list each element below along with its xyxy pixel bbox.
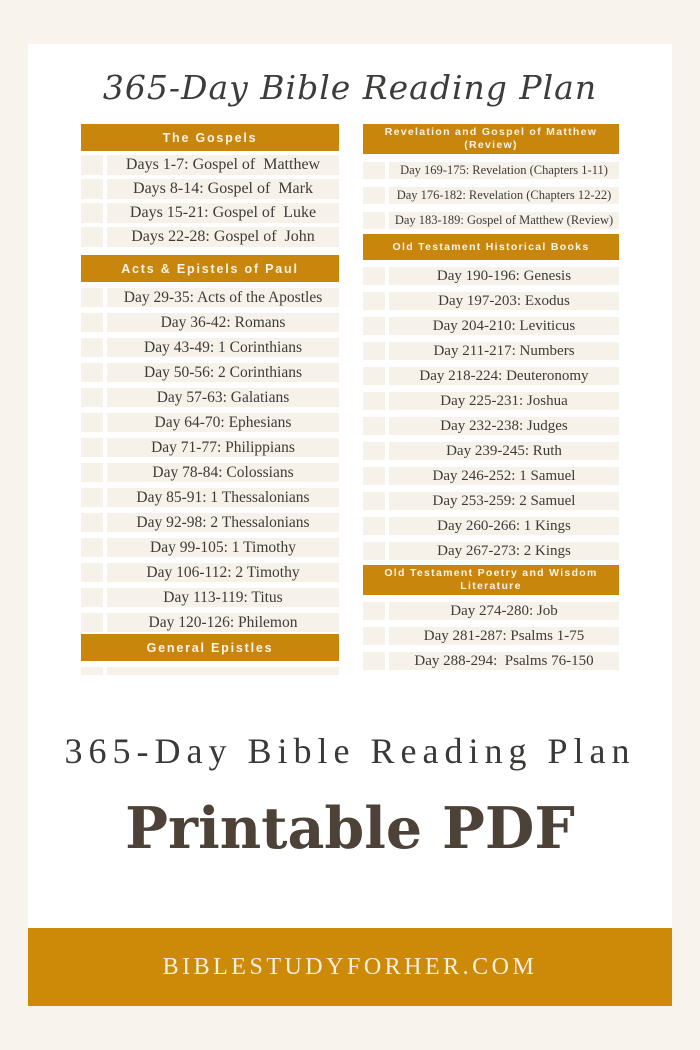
row-bar bbox=[107, 155, 339, 175]
list-item bbox=[363, 492, 619, 510]
row-bar bbox=[389, 627, 619, 645]
reading-label: Day 106-112: 2 Timothy bbox=[146, 563, 300, 581]
reading-label: Day 50-56: 2 Corinthians bbox=[144, 363, 302, 381]
list-item bbox=[363, 542, 619, 560]
row-bar bbox=[107, 288, 339, 307]
row-bar bbox=[107, 667, 339, 675]
bottom-title: 365-Day Bible Reading Plan bbox=[64, 731, 636, 771]
reading-label: Day 267-273: 2 Kings bbox=[437, 542, 571, 559]
reading-label: Day 232-238: Judges bbox=[440, 417, 568, 434]
row-bar bbox=[107, 413, 339, 432]
plan-section bbox=[363, 565, 619, 670]
reading-label: Day 225-231: Joshua bbox=[440, 392, 568, 409]
list-item bbox=[363, 627, 619, 645]
pdf-title: Printable PDF bbox=[125, 795, 575, 862]
checkbox[interactable] bbox=[81, 413, 103, 432]
list-item bbox=[81, 288, 339, 307]
checkbox[interactable] bbox=[363, 517, 385, 535]
list-item bbox=[81, 179, 339, 199]
plan-card bbox=[28, 44, 672, 928]
reading-label: Day 43-49: 1 Corinthians bbox=[144, 338, 302, 356]
reading-label: Days 8-14: Gospel of Mark bbox=[133, 180, 313, 197]
row-bar bbox=[389, 212, 619, 229]
reading-label: Day 211-217: Numbers bbox=[433, 342, 575, 359]
row-bar bbox=[107, 388, 339, 407]
list-item bbox=[81, 463, 339, 482]
section-header: General Epistles bbox=[81, 634, 339, 661]
checkbox[interactable] bbox=[81, 288, 103, 307]
reading-label: Day 288-294: Psalms 76-150 bbox=[414, 652, 594, 669]
reading-label: Day 85-91: 1 Thessalonians bbox=[136, 488, 310, 506]
checkbox[interactable] bbox=[81, 513, 103, 532]
checkbox[interactable] bbox=[81, 313, 103, 332]
checkbox[interactable] bbox=[363, 467, 385, 485]
checkbox[interactable] bbox=[81, 388, 103, 407]
list-item bbox=[363, 292, 619, 310]
reading-label: Day 57-63: Galatians bbox=[156, 388, 290, 406]
plan-section bbox=[81, 634, 339, 675]
plan-section bbox=[363, 124, 619, 229]
row-bar bbox=[389, 187, 619, 204]
row-bar bbox=[389, 602, 619, 620]
reading-label: Days 22-28: Gospel of John bbox=[131, 228, 315, 245]
reading-label: Day 176-182: Revelation (Chapters 12-22) bbox=[396, 188, 612, 202]
list-item bbox=[363, 187, 619, 204]
checkbox[interactable] bbox=[81, 363, 103, 382]
reading-plan-column-left bbox=[81, 124, 339, 675]
list-item bbox=[363, 267, 619, 285]
reading-label: Day 190-196: Genesis bbox=[436, 267, 572, 284]
row-bar bbox=[107, 438, 339, 457]
row-bar bbox=[107, 588, 339, 607]
list-item bbox=[81, 363, 339, 382]
checkbox[interactable] bbox=[363, 342, 385, 360]
row-bar bbox=[107, 563, 339, 582]
checkbox[interactable] bbox=[363, 162, 385, 179]
row-bar bbox=[389, 517, 619, 535]
list-item bbox=[81, 588, 339, 607]
list-item bbox=[81, 513, 339, 532]
list-item bbox=[363, 602, 619, 620]
list-item bbox=[81, 227, 339, 247]
list-item bbox=[363, 467, 619, 485]
checkbox[interactable] bbox=[81, 179, 103, 199]
list-item bbox=[81, 563, 339, 582]
list-item bbox=[81, 538, 339, 557]
row-bar bbox=[107, 338, 339, 357]
checkbox[interactable] bbox=[81, 563, 103, 582]
checkbox[interactable] bbox=[81, 588, 103, 607]
reading-label: Day 36-42: Romans bbox=[160, 313, 286, 331]
list-item bbox=[363, 317, 619, 335]
reading-label: Day 204-210: Leviticus bbox=[432, 317, 576, 334]
list-item bbox=[81, 413, 339, 432]
reading-label: Day 246-252: 1 Samuel bbox=[432, 467, 576, 484]
plan-section bbox=[363, 234, 619, 560]
reading-label: Day 29-35: Acts of the Apostles bbox=[123, 288, 323, 306]
list-item bbox=[81, 338, 339, 357]
checkbox[interactable] bbox=[363, 267, 385, 285]
list-item bbox=[81, 438, 339, 457]
row-bar bbox=[107, 227, 339, 247]
row-bar bbox=[107, 488, 339, 507]
script-title: 365-Day Bible Reading Plan bbox=[102, 68, 598, 107]
checkbox[interactable] bbox=[81, 667, 103, 675]
checkbox[interactable] bbox=[81, 463, 103, 482]
checkbox[interactable] bbox=[363, 392, 385, 410]
reading-label: Day 281-287: Psalms 1-75 bbox=[423, 627, 585, 644]
site-url: BIBLESTUDYFORHER.COM bbox=[162, 953, 538, 980]
row-bar bbox=[389, 492, 619, 510]
list-item bbox=[363, 517, 619, 535]
row-bar bbox=[389, 292, 619, 310]
checkbox[interactable] bbox=[363, 292, 385, 310]
checkbox[interactable] bbox=[81, 227, 103, 247]
checkbox[interactable] bbox=[81, 613, 103, 632]
row-bar bbox=[389, 542, 619, 560]
reading-label: Day 92-98: 2 Thessalonians bbox=[136, 513, 310, 531]
row-bar bbox=[107, 513, 339, 532]
checkbox[interactable] bbox=[81, 338, 103, 357]
reading-label: Day 260-266: 1 Kings bbox=[437, 517, 571, 534]
reading-label: Days 1-7: Gospel of Matthew bbox=[125, 156, 321, 173]
list-item bbox=[363, 342, 619, 360]
list-item bbox=[81, 155, 339, 175]
row-bar bbox=[107, 613, 339, 632]
footer-banner bbox=[28, 928, 672, 1006]
list-item bbox=[363, 367, 619, 385]
row-bar bbox=[389, 417, 619, 435]
reading-label: Day 71-77: Philippians bbox=[151, 438, 295, 456]
list-item bbox=[363, 442, 619, 460]
reading-label: Day 218-224: Deuteronomy bbox=[419, 367, 589, 384]
checkbox[interactable] bbox=[363, 212, 385, 229]
reading-label: Day 183-189: Gospel of Matthew (Review) bbox=[394, 213, 614, 227]
row-bar bbox=[389, 342, 619, 360]
reading-label: Day 120-126: Philemon bbox=[148, 613, 298, 631]
row-bar bbox=[107, 463, 339, 482]
checkbox[interactable] bbox=[363, 542, 385, 560]
list-item bbox=[81, 667, 339, 675]
row-bar bbox=[107, 179, 339, 199]
section-header: Old Testament Poetry and Wisdom Literature bbox=[363, 565, 619, 595]
list-item bbox=[81, 613, 339, 632]
reading-label: Day 113-119: Titus bbox=[163, 588, 283, 606]
reading-label: Day 274-280: Job bbox=[450, 602, 558, 619]
checkbox[interactable] bbox=[363, 602, 385, 620]
list-item bbox=[81, 313, 339, 332]
section-header: Acts & Epistels of Paul bbox=[81, 255, 339, 282]
list-item bbox=[81, 488, 339, 507]
plan-section bbox=[81, 255, 339, 632]
reading-label: Day 197-203: Exodus bbox=[438, 292, 570, 309]
row-bar bbox=[107, 538, 339, 557]
reading-label: Day 78-84: Colossians bbox=[152, 463, 294, 481]
list-item bbox=[363, 212, 619, 229]
row-bar bbox=[389, 267, 619, 285]
row-bar bbox=[389, 317, 619, 335]
checkbox[interactable] bbox=[81, 538, 103, 557]
row-bar bbox=[389, 367, 619, 385]
checkbox[interactable] bbox=[81, 488, 103, 507]
checkbox[interactable] bbox=[363, 317, 385, 335]
section-header: Old Testament Historical Books bbox=[363, 234, 619, 260]
checkbox[interactable] bbox=[363, 442, 385, 460]
reading-label: Days 15-21: Gospel of Luke bbox=[129, 204, 317, 221]
checkbox[interactable] bbox=[81, 203, 103, 223]
checkbox[interactable] bbox=[363, 367, 385, 385]
row-bar bbox=[107, 363, 339, 382]
list-item bbox=[363, 162, 619, 179]
checkbox[interactable] bbox=[81, 155, 103, 175]
checkbox[interactable] bbox=[363, 417, 385, 435]
reading-label: Day 64-70: Ephesians bbox=[154, 413, 292, 431]
reading-plan-column-right bbox=[363, 124, 619, 670]
reading-label: Day 169-175: Revelation (Chapters 1-11) bbox=[400, 163, 608, 177]
checkbox[interactable] bbox=[363, 187, 385, 204]
row-bar bbox=[389, 652, 619, 670]
row-bar bbox=[107, 313, 339, 332]
checkbox[interactable] bbox=[363, 492, 385, 510]
reading-label: Day 99-105: 1 Timothy bbox=[150, 538, 296, 556]
row-bar bbox=[389, 162, 619, 179]
list-item bbox=[81, 388, 339, 407]
reading-label: Day 239-245: Ruth bbox=[446, 442, 562, 459]
section-header: The Gospels bbox=[81, 124, 339, 151]
row-bar bbox=[389, 467, 619, 485]
row-bar bbox=[107, 203, 339, 223]
list-item bbox=[363, 392, 619, 410]
row-bar bbox=[389, 442, 619, 460]
list-item bbox=[81, 203, 339, 223]
list-item bbox=[363, 652, 619, 670]
checkbox[interactable] bbox=[81, 438, 103, 457]
checkbox[interactable] bbox=[363, 652, 385, 670]
plan-section bbox=[81, 124, 339, 247]
row-bar bbox=[389, 392, 619, 410]
reading-label: Day 253-259: 2 Samuel bbox=[432, 492, 576, 509]
checkbox[interactable] bbox=[363, 627, 385, 645]
list-item bbox=[363, 417, 619, 435]
section-header: Revelation and Gospel of Matthew (Review) bbox=[363, 124, 619, 154]
